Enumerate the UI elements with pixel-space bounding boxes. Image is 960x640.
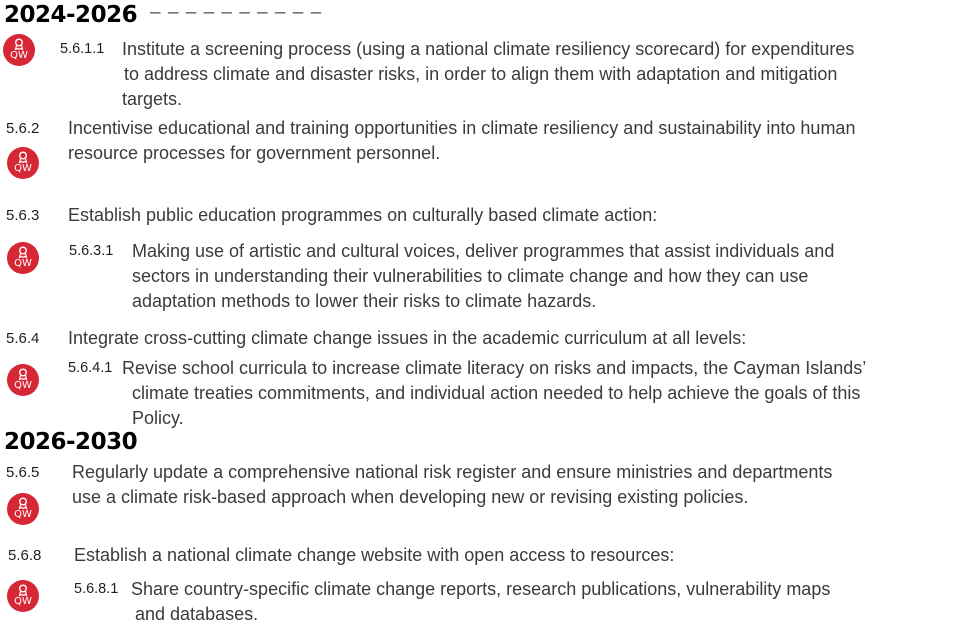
item-number: 5.6.5 — [6, 464, 40, 481]
item-number: 5.6.3.1 — [69, 243, 114, 259]
award-ribbon-icon — [13, 38, 25, 50]
item-text-line: sectors in understanding their vulnerabilities to climate change and how they can use — [132, 266, 809, 286]
award-ribbon-icon — [17, 368, 29, 380]
item-text — [68, 326, 746, 351]
item-text-line: use a climate risk-based approach when developing new or revising existing policies. — [72, 487, 749, 507]
item-number: 5.6.2 — [6, 120, 40, 137]
item-text-line: to address climate and disaster risks, in order to align them with adaptation and mitigation — [124, 64, 838, 84]
item-text-line: resource processes for government personnel. — [68, 143, 441, 163]
qw-badge — [3, 34, 35, 66]
qw-badge — [7, 493, 39, 525]
qw-badge — [7, 364, 39, 396]
item-text — [72, 460, 832, 510]
section-heading-2024-2026: 2024-2026 — [4, 2, 138, 28]
award-ribbon-icon — [17, 497, 29, 509]
item-text-line: climate treaties commitments, and individual action needed to help achieve the goals of this — [132, 383, 861, 403]
item-text-line: Revise school curricula to increase climate literacy on risks and impacts, the Cayman Islands’ — [122, 358, 867, 378]
qw-badge — [7, 580, 39, 612]
item-text-line: Establish public education programmes on culturally based climate action: — [68, 205, 658, 225]
item-text — [132, 239, 834, 314]
cut-off-text-line: – – – – – – – – – – — [150, 2, 323, 23]
item-text-line: and databases. — [135, 604, 259, 624]
item-text-line: Incentivise educational and training opportunities in climate resiliency and sustainability into human — [68, 118, 856, 138]
item-text — [68, 203, 657, 228]
award-ribbon-icon — [17, 584, 29, 596]
item-text-line: Making use of artistic and cultural voices, deliver programmes that assist individuals and — [132, 241, 835, 261]
item-text — [131, 577, 830, 627]
item-text — [122, 37, 854, 112]
badge-label: QW — [14, 380, 32, 391]
item-number: 5.6.3 — [6, 207, 40, 224]
badge-label: QW — [14, 596, 32, 607]
item-number: 5.6.8 — [8, 547, 42, 564]
item-text-line: Integrate cross-cutting climate change issues in the academic curriculum at all levels: — [68, 328, 747, 348]
item-text — [74, 543, 674, 568]
badge-label: QW — [10, 50, 28, 61]
item-number: 5.6.1.1 — [60, 41, 105, 57]
item-text-line: Institute a screening process (using a national climate resiliency scorecard) for expenditures — [122, 39, 855, 59]
item-text — [68, 116, 855, 166]
item-text — [122, 356, 866, 431]
item-number: 5.6.8.1 — [74, 581, 119, 597]
award-ribbon-icon — [17, 246, 29, 258]
badge-label: QW — [14, 258, 32, 269]
item-text-line: Share country-specific climate change reports, research publications, vulnerability maps — [131, 579, 831, 599]
item-number: 5.6.4.1 — [68, 360, 113, 376]
item-number: 5.6.4 — [6, 330, 40, 347]
qw-badge — [7, 242, 39, 274]
badge-label: QW — [14, 163, 32, 174]
item-text-line: targets. — [122, 89, 183, 109]
qw-badge — [7, 147, 39, 179]
item-text-line: Establish a national climate change website with open access to resources: — [74, 545, 675, 565]
section-heading-2026-2030: 2026-2030 — [4, 429, 138, 455]
item-text-line: Policy. — [132, 408, 184, 428]
award-ribbon-icon — [17, 151, 29, 163]
item-text-line: Regularly update a comprehensive national risk register and ensure ministries and departments — [72, 462, 833, 482]
badge-label: QW — [14, 509, 32, 520]
item-text-line: adaptation methods to lower their risks to climate hazards. — [132, 291, 597, 311]
